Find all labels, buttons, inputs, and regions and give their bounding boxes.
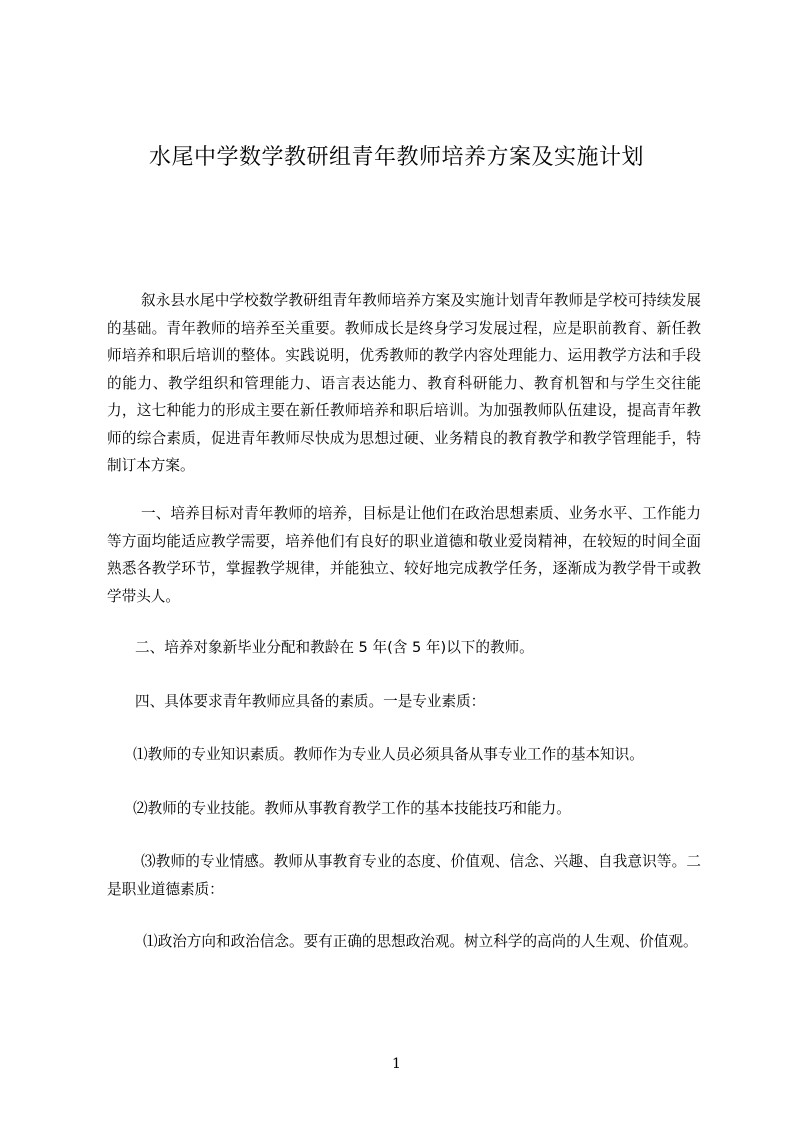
paragraph-political-direction: ⑴政治方向和政治信念。要有正确的思想政治观。树立科学的高尚的人生观、价值观。	[143, 933, 698, 950]
paragraph-training-targets: 二、培养对象新毕业分配和教龄在 5 年(含 5 年)以下的教师。	[135, 639, 534, 656]
paragraph-professional-skills: ⑵教师的专业技能。教师从事教育教学工作的基本技能技巧和能力。	[133, 800, 571, 817]
paragraph-training-goals: 一、培养目标对青年教师的培养，目标是让他们在政治思想素质、业务水平、工作能力等方面均能适应教学需要，培养他们有良好的职业道德和敬业爱岗精神，在较短的时间全面熟悉各教学环节，掌握教学规律，并能独立、较好地完成教学任务，逐渐成为教学骨干或教学带头人。	[107, 505, 701, 605]
paragraph-professional-knowledge: ⑴教师的专业知识素质。教师作为专业人员必须具备从事专业工作的基本知识。	[133, 746, 644, 763]
paragraph-specific-requirements: 四、具体要求青年教师应具备的素质。一是专业素质：	[135, 693, 486, 710]
paragraph-intro: 叙永县水尾中学校数学教研组青年教师培养方案及实施计划青年教师是学校可持续发展的基础。青年教师的培养至关重要。教师成长是终身学习发展过程，应是职前教育、新任教师培养和职后培训的整体。实践说明，优秀教师的教学内容处理能力、运用教学方法和手段的能力、教学组织和管理能力、语言表达能力、教育科研能力、教育机智和与学生交往能力，这七种能力的形成主要在新任教师培养和职后培训。为加强教师队伍建设，提高青年教师的综合素质，促进青年教师尽快成为思想过硬、业务精良的教育教学和教学管理能手，特制订本方案。	[107, 292, 701, 474]
document-title: 水尾中学数学教研组青年教师培养方案及实施计划	[148, 145, 644, 170]
page-number: 1	[392, 1056, 401, 1072]
paragraph-professional-emotion: ⑶教师的专业情感。教师从事教育专业的态度、价值观、信念、兴趣、自我意识等。二是职业道德素质：	[107, 853, 701, 898]
